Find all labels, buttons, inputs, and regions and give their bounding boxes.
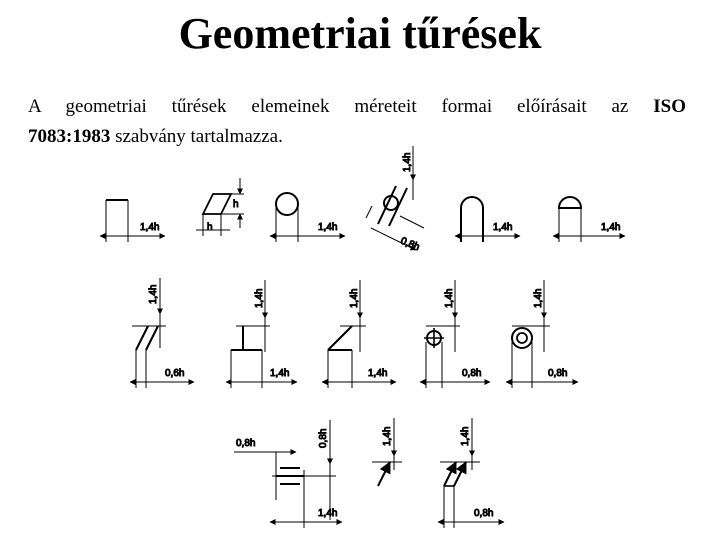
dim-label: 1,4h (270, 368, 290, 379)
symbol-cylindricity (366, 146, 424, 253)
dim-label: 1,4h (148, 284, 159, 304)
dim-label: 1,4h (601, 222, 621, 233)
dim-label: 0,8h (548, 368, 568, 379)
dim-label: 0,8h (318, 428, 329, 448)
intro-standard-number: 7083:1983 (28, 126, 111, 147)
dim-label: 1,4h (460, 426, 471, 446)
page-title: Geometriai tűrések (178, 9, 542, 58)
dim-label: 0,8h (474, 508, 494, 519)
symbol-symmetry (234, 420, 342, 528)
dim-label: 1,4h (140, 222, 160, 233)
dim-label: 1,4h (402, 152, 413, 172)
dim-label: 0,8h (236, 438, 256, 449)
dim-label: 1,4h (254, 288, 265, 308)
dim-label: 1,4h (349, 288, 360, 308)
dim-label: h (233, 199, 239, 210)
dim-label: 0,8h (398, 235, 422, 254)
symbol-perpendicularity (226, 280, 297, 388)
dim-label: 0,8h (462, 368, 482, 379)
symbol-angularity (322, 280, 396, 388)
symbol-concentricity (506, 280, 578, 388)
symbol-circular-runout (372, 418, 402, 486)
dim-label: 1,4h (318, 222, 338, 233)
symbol-flatness (196, 178, 244, 236)
dim-label: 1,4h (533, 288, 544, 308)
dim-label: 1,4h (382, 426, 393, 446)
symbol-surface-profile (553, 197, 625, 242)
dim-label: 1,4h (493, 222, 513, 233)
symbol-parallelism (130, 278, 194, 388)
dim-label: 1,4h (368, 368, 388, 379)
dim-label: 1,4h (318, 508, 338, 519)
symbol-straightness (100, 200, 165, 242)
intro-text-1: A geometriai tűrések elemeinek méreteit formai előírásait az (28, 96, 654, 117)
dim-label: h (207, 222, 213, 233)
dim-label: 1,4h (444, 288, 455, 308)
symbol-position (420, 280, 490, 388)
symbol-total-runout (438, 418, 504, 528)
symbol-circularity (270, 193, 345, 242)
symbol-line-profile (455, 197, 520, 242)
intro-text-2: szabvány tartalmazza. (110, 126, 283, 147)
intro-standard-prefix: ISO (653, 96, 686, 117)
dim-label: 0,6h (165, 368, 185, 379)
